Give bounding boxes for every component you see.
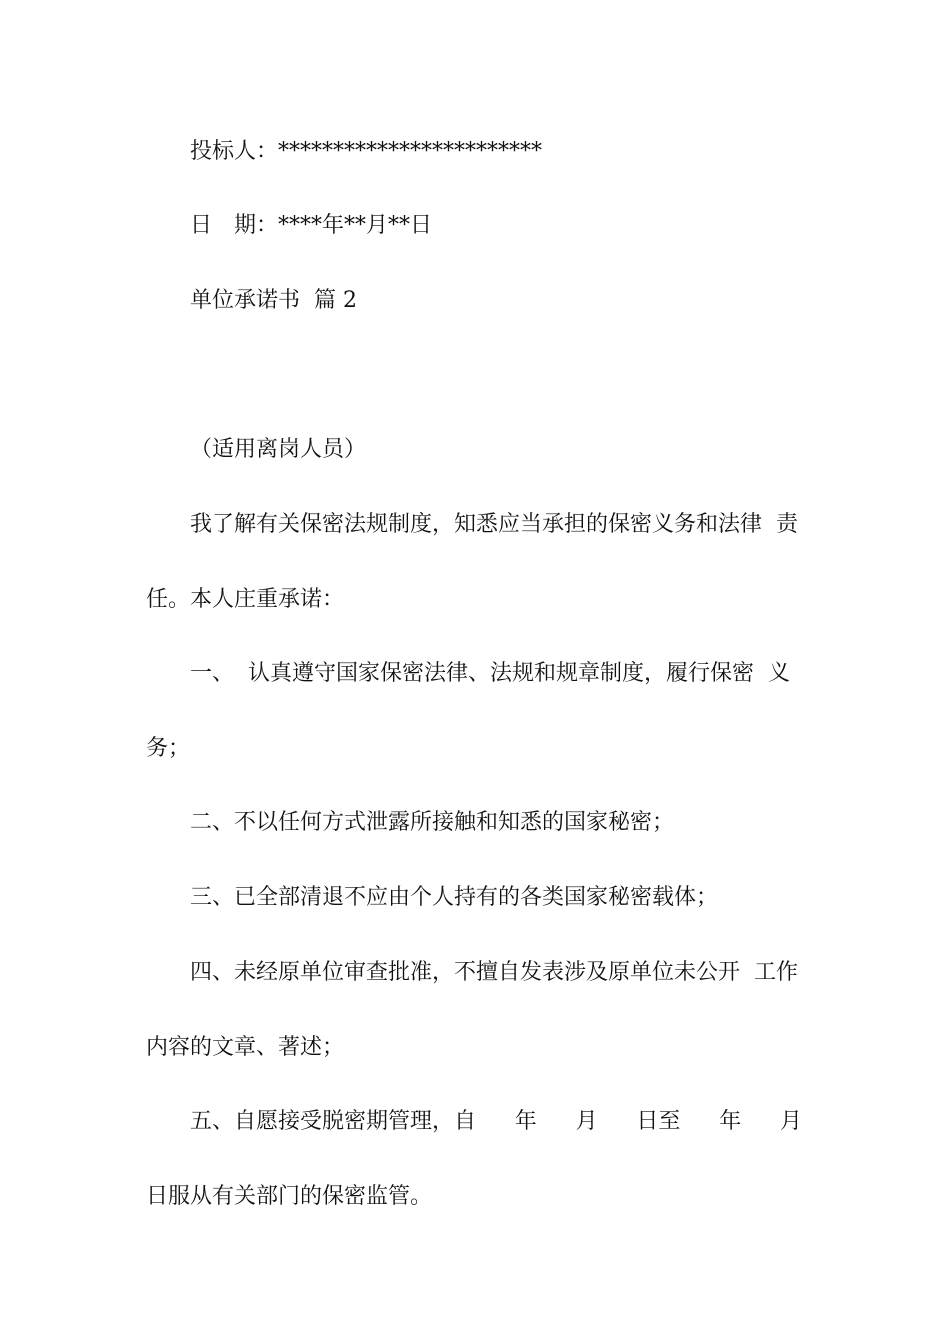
intro-line-1: 我了解有关保密法规制度，知悉应当承担的保密义务和法律 责	[190, 512, 798, 537]
item1-line-2: 务；	[146, 736, 191, 761]
item2-line: 二、不以任何方式泄露所接触和知悉的国家秘密；	[190, 810, 675, 835]
item5-part: 日至	[636, 1109, 681, 1134]
scope-note: （适用离岗人员）	[190, 437, 367, 462]
item4-line-2: 内容的文章、著述；	[146, 1035, 345, 1060]
item5-line-1	[190, 1108, 802, 1136]
item5-line-2: 日服从有关部门的保密监管。	[146, 1184, 433, 1209]
item5-part: 月	[779, 1109, 802, 1134]
item5-part: 年	[514, 1109, 537, 1134]
item1-line-1: 一、 认真遵守国家保密法律、法规和规章制度，履行保密 义	[190, 661, 790, 686]
bidder-line: 投标人：************************	[190, 139, 543, 164]
section-title: 单位承诺书 篇 2	[190, 288, 357, 313]
intro-line-2: 任。本人庄重承诺：	[146, 587, 345, 612]
item5-part: 五、自愿接受脱密期管理，自	[190, 1109, 477, 1134]
item5-part: 月	[575, 1109, 598, 1134]
item5-part: 年	[719, 1109, 742, 1134]
date-line: 日 期：****年**月**日	[190, 213, 433, 238]
item4-line-1: 四、未经原单位审查批准，不擅自发表涉及原单位未公开 工作	[190, 960, 798, 985]
item3-line: 三、已全部清退不应由个人持有的各类国家秘密载体；	[190, 885, 719, 910]
